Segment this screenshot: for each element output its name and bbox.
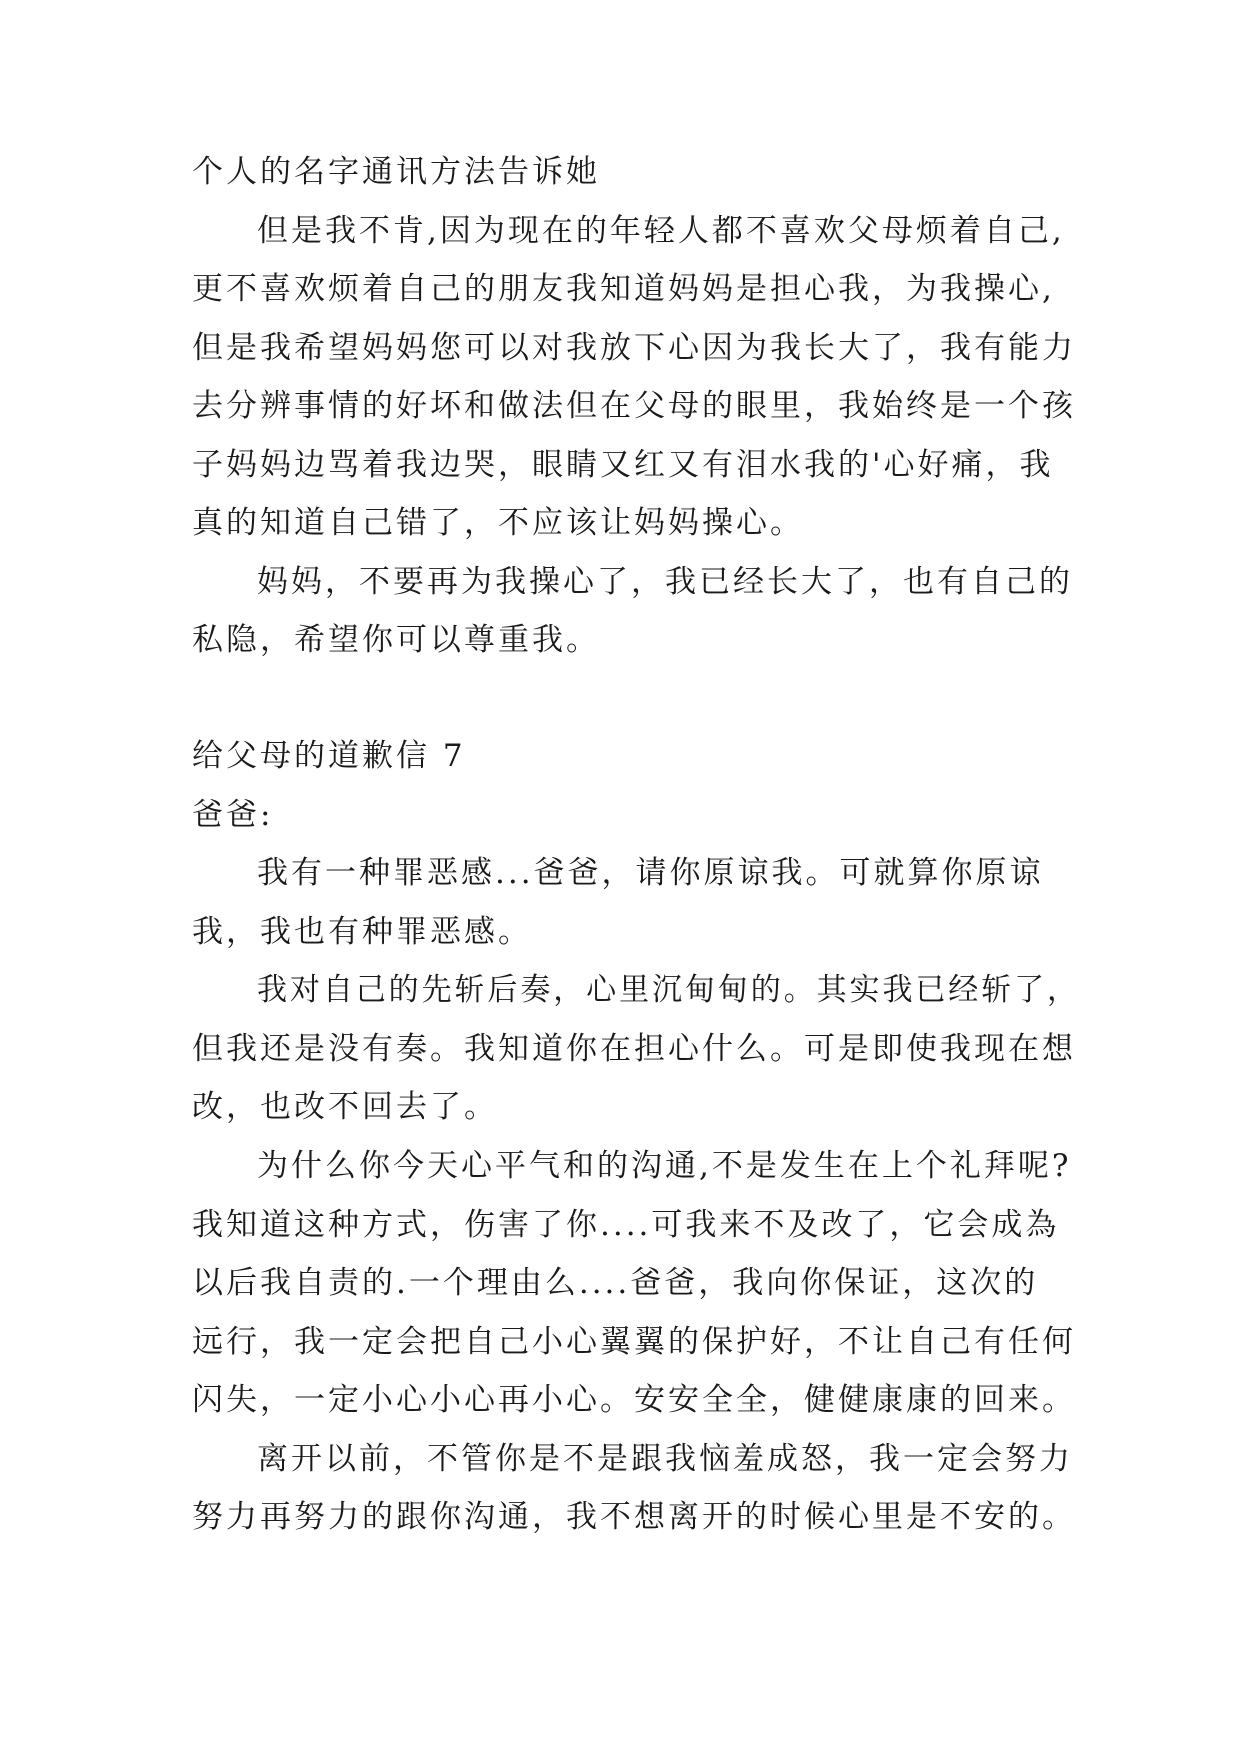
text-line: 更不喜欢烦着自己的朋友我知道妈妈是担心我，为我操心, xyxy=(192,271,1055,307)
text-line: 我对自己的先斩后奏，心里沉甸甸的。其实我已经斩了， xyxy=(257,972,1080,1008)
text-line: 但是我不肯,因为现在的年轻人都不喜欢父母烦着自己, xyxy=(257,213,1065,249)
text-line: 我有一种罪恶感...爸爸，请你原谅我。可就算你原谅 xyxy=(257,855,1044,891)
text-line: 离开以前，不管你是不是跟我恼羞成怒，我一定会努力 xyxy=(257,1441,1073,1477)
text-line: 以后我自责的.一个理由么....爸爸，我向你保证，这次的 xyxy=(192,1265,1039,1301)
text-line: 真的知道自己错了，不应该让妈妈操心。 xyxy=(192,505,804,541)
text-line: 改，也改不回去了。 xyxy=(192,1089,498,1125)
text-line: 我知道这种方式，伤害了你....可我来不及改了，它会成為 xyxy=(192,1207,1060,1243)
text-line: 远行，我一定会把自己小心翼翼的保护好，不让自己有任何 xyxy=(192,1324,1076,1360)
text-line: 子妈妈边骂着我边哭，眼睛又红又有泪水我的'心好痛，我 xyxy=(192,447,1054,483)
section-title: 给父母的道歉信 7 xyxy=(192,738,466,774)
text-line: 去分辨事情的好坏和做法但在父母的眼里，我始终是一个孩 xyxy=(192,388,1076,424)
salutation: 爸爸: xyxy=(192,797,274,833)
text-line: 妈妈，不要再为我操心了，我已经长大了，也有自己的 xyxy=(257,564,1073,600)
text-line: 我，我也有种罪恶感。 xyxy=(192,914,532,950)
text-line: 个人的名字通讯方法告诉她 xyxy=(192,154,600,190)
text-line: 闪失，一定小心小心再小心。安安全全，健健康康的回来。 xyxy=(192,1382,1076,1418)
text-line: 但我还是没有奏。我知道你在担心什么。可是即使我现在想 xyxy=(192,1031,1076,1067)
text-line: 为什么你今天心平气和的沟通,不是发生在上个礼拜呢? xyxy=(257,1148,1072,1184)
text-line: 但是我希望妈妈您可以对我放下心因为我长大了，我有能力 xyxy=(192,330,1076,366)
text-line: 私隐，希望你可以尊重我。 xyxy=(192,622,600,658)
text-line: 努力再努力的跟你沟通，我不想离开的时候心里是不安的。 xyxy=(192,1499,1076,1535)
